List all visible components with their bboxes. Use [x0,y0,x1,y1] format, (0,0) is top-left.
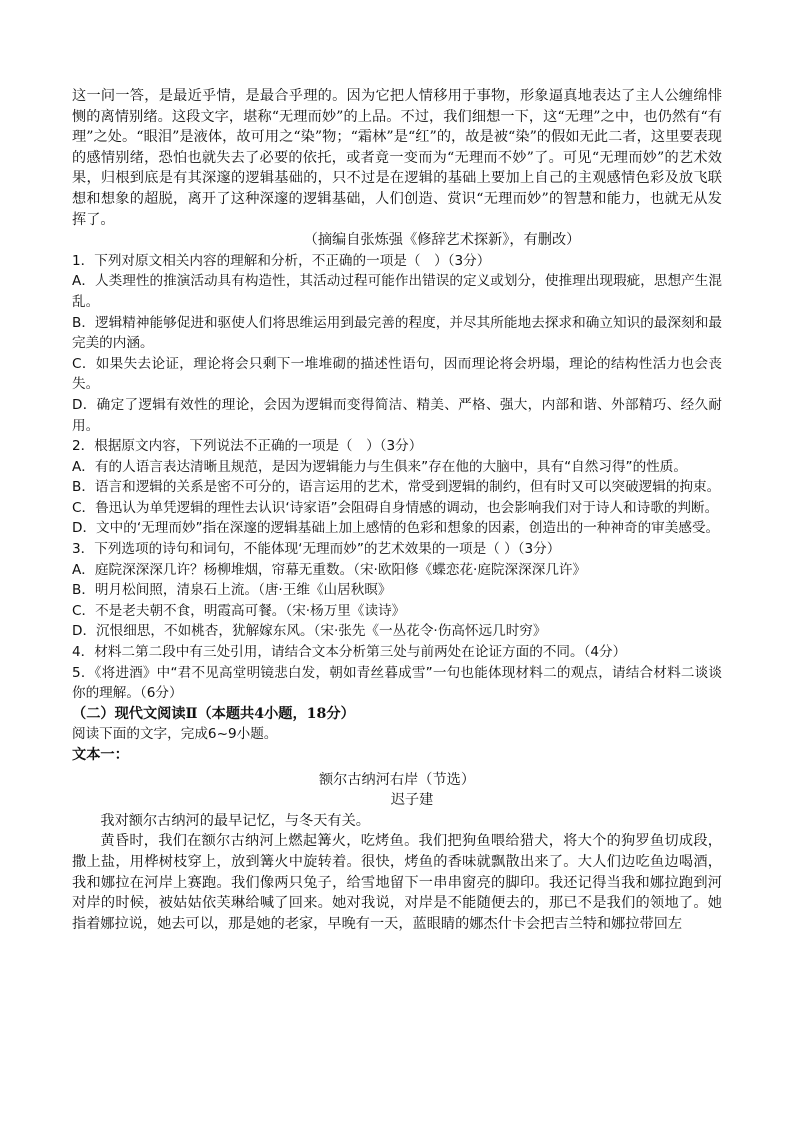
story-title: 额尔古纳河右岸（节选） [318,771,476,788]
text-label: 文本一： [72,747,129,763]
question-1-option-b: B．逻辑精神能够促进和驱使人们将思维运用到最完善的程度，并尽其所能地去探求和确立知识的最深刻和最完美的内涵。 [72,314,722,352]
question-2-option-b: B．语言和逻辑的关系是密不可分的，语言运用的艺术，常受到逻辑的制约，但有时又可以突破逻辑的拘束。 [72,479,721,496]
question-1-stem: 1．下列对原文相关内容的理解和分析，不正确的一项是（ ）（3分） [72,252,491,269]
question-3-option-a: A．庭院深深深几许？杨柳堆烟，帘幕无重数。（宋·欧阳修《蝶恋花·庭院深深深几许》 [72,561,587,578]
story-paragraph-1: 我对额尔古纳河的最早记忆，与冬天有关。 [100,812,370,829]
question-3-stem: 3．下列选项的诗句和词句，不能体现‘无理而妙”的艺术效果的一项是（ ）（3分） [72,541,561,558]
question-3-option-b: B．明月松间照，清泉石上流。（唐·王维《山居秋暝》 [72,582,392,599]
passage-source: （摘编自张炼强《修辞艺术探新》，有删改） [303,232,581,249]
passage-tail: 这一问一答，是最近乎情，是最合乎理的。因为它把人情移用于事物，形象逼真地表达了主人公缠绵悱恻的离情别绪。这段文字，堪称“无理而妙”的上品。不过，我们细想一下，这“无理”之中，也仍然有“有理”之处。“眼泪”是液体，故可用之“染”物；“霜林”是“红”的，故是被“染”的假如无此二者，这里要表现的感情别绪，恐怕也就失去了必要的依托，或者竟一变而为“无理而不妙”了。可见“无理而妙”的艺术效果，归根到底是有其深邃的逻辑基础的，只不过是在逻辑的基础上要加上自己的主观感情色彩及放飞联想和想象的超脱，离开了这种深邃的逻辑基础，人们创造、赏识“无理而妙”的智慧和能力，也就无从发挥了。 [72,88,722,228]
section-header: （二）现代文阅读Ⅱ（本题共4小题，18分） [72,705,355,722]
question-2-option-c: C．鲁迅认为单凭逻辑的理性去认识‘诗家语”会阻碍自身情感的调动，也会影响我们对于诗人和诗歌的判断。 [72,499,719,516]
section-instruction: 阅读下面的文字，完成6~9小题。 [72,726,278,743]
question-2-option-d: D．文中的‘无理而妙”指在深邃的逻辑基础上加上感情的色彩和想象的因素，创造出的一种神奇的审美感受。 [72,520,720,537]
question-3-option-d: D．沉恨细思，不如桃杏，犹解嫁东风。（宋·张先《一丛花令·伤高怀远几时穷》 [72,623,547,640]
question-1-option-d: D．确定了逻辑有效性的理论，会因为逻辑而变得简洁、精美、严格、强大，内部和谐、外部精巧、经久耐用。 [72,396,722,434]
question-4: 4．材料二第二段中有三处引用，请结合文本分析第三处与前两处在论证方面的不同。（4分） [72,644,627,661]
question-1-option-a: A．人类理性的推演活动具有构造性，其活动过程可能作出错误的定义或划分，使推理出现瑕疵，思想产生混乱。 [72,273,722,310]
story-author: 迟子建 [390,792,434,809]
question-5: 5．《将进酒》中“君不见高堂明镜悲白发，朝如青丝暮成雪”一句也能体现材料二的观点，请结合材料二谈谈你的理解。（6分） [72,664,722,702]
question-1-option-c: C．如果失去论证，理论将会只剩下一堆堆砌的描述性语句，因而理论将会坍塌，理论的结构性活力也会丧失。 [72,355,722,393]
question-3-option-c: C．不是老夫朝不食，明霞高可餐。（宋·杨万里《读诗》 [72,602,406,619]
question-list [72,251,722,704]
question-2-option-a: A．有的人语言表达清晰且规范，是因为逻辑能力与生俱来”存在他的大脑中，具有“自然习得”的性质。 [72,458,687,475]
story-paragraph-2: 黄昏时，我们在额尔古纳河上燃起篝火，吃烤鱼。我们把狗鱼喂给猎犬，将大个的狗罗鱼切成段，撒上盐，用桦树枝穿上，放到篝火中旋转着。很快，烤鱼的香味就飘散出来了。大人们边吃鱼边喝酒，我和娜拉在河岸上赛跑。我们像两只兔子，给雪地留下一串串窗亮的脚印。我还记得当我和娜拉跑到河对岸的时候，被姑姑依芙琳给喊了回来。她对我说，对岸是不能随便去的，那已不是我们的领地了。她指着娜拉说，她去可以，那是她的老家，早晚有一天，蓝眼睛的娜杰什卡会把吉兰特和娜拉带回左 [72,833,722,932]
question-2-stem: 2．根据原文内容，下列说法不正确的一项是（ ）（3分） [72,438,423,455]
